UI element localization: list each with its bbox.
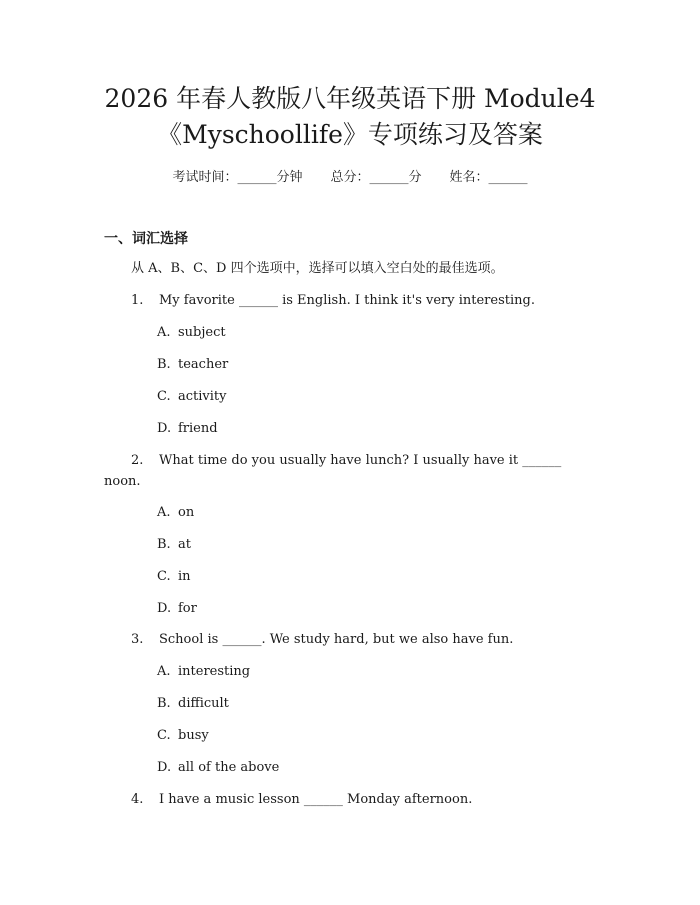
total-score-field: 总分：______分 <box>330 170 422 185</box>
question-2 <box>131 451 561 471</box>
option-3-c <box>157 726 209 746</box>
option-letter: D. <box>157 421 172 436</box>
section-heading: 一、词汇选择 <box>104 231 188 247</box>
option-1-a <box>157 323 226 343</box>
question-1 <box>131 291 535 311</box>
document-title-line-1: 2026 年春人教版八年级英语下册 Module4 <box>104 84 596 113</box>
option-letter: C. <box>157 728 171 743</box>
question-text: School is ______. We study hard, but we also have fun. <box>159 632 514 647</box>
question-4 <box>131 790 472 810</box>
option-2-d <box>157 599 197 619</box>
option-letter: B. <box>157 696 171 711</box>
option-text: in <box>178 569 191 584</box>
option-1-b <box>157 355 228 375</box>
option-text: busy <box>178 728 209 743</box>
option-letter: B. <box>157 357 171 372</box>
section-instruction: 从 A、B、C、D 四个选项中，选择可以填入空白处的最佳选项。 <box>131 261 504 276</box>
option-letter: A. <box>157 664 171 679</box>
option-text: difficult <box>178 696 229 711</box>
option-text: on <box>178 505 195 520</box>
question-number: 2. <box>131 453 144 468</box>
option-text: friend <box>178 421 218 436</box>
option-text: subject <box>178 325 226 340</box>
exam-time-field: 考试时间：______分钟 <box>172 170 303 185</box>
option-letter: D. <box>157 760 172 775</box>
option-2-a <box>157 503 194 523</box>
document-title-line-2: 《Myschoollife》专项练习及答案 <box>157 120 543 149</box>
option-text: at <box>178 537 191 552</box>
option-2-b <box>157 535 191 555</box>
question-number: 4. <box>131 792 144 807</box>
option-letter: B. <box>157 537 171 552</box>
option-1-c <box>157 387 226 407</box>
option-letter: A. <box>157 505 171 520</box>
question-text: My favorite ______ is English. I think it's very interesting. <box>159 293 535 308</box>
option-text: for <box>178 601 197 616</box>
exam-meta-line <box>0 168 700 188</box>
question-number: 3. <box>131 632 144 647</box>
student-name-field: 姓名：______ <box>449 170 528 185</box>
question-3 <box>131 630 513 650</box>
option-text: interesting <box>178 664 251 679</box>
option-text: activity <box>178 389 227 404</box>
option-letter: D. <box>157 601 172 616</box>
question-text: I have a music lesson ______ Monday afternoon. <box>159 792 473 807</box>
option-letter: C. <box>157 569 171 584</box>
option-3-d <box>157 758 279 778</box>
question-2-continuation: noon. <box>104 474 141 489</box>
option-3-b <box>157 694 229 714</box>
option-3-a <box>157 662 250 682</box>
option-2-c <box>157 567 191 587</box>
option-letter: C. <box>157 389 171 404</box>
question-number: 1. <box>131 293 144 308</box>
option-letter: A. <box>157 325 171 340</box>
option-text: teacher <box>178 357 229 372</box>
question-text: What time do you usually have lunch? I usually have it ______ <box>159 453 562 468</box>
option-1-d <box>157 419 218 439</box>
option-text: all of the above <box>178 760 280 775</box>
